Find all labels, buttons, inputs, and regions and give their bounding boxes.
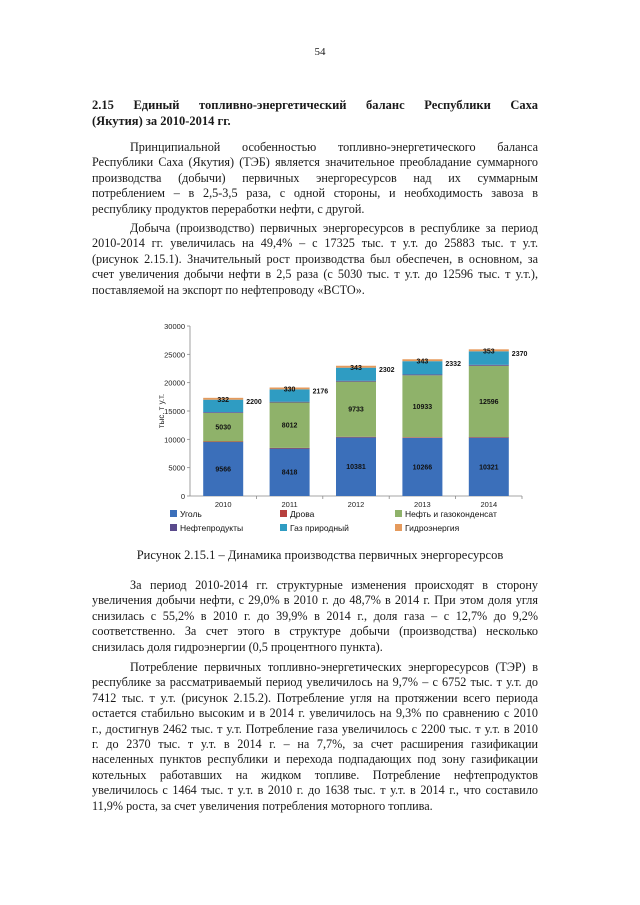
text-line: счет увеличения добычи нефти в 2,5 раза (с 5030 тыс. т у.т. до 12596 тыс. т у.т.),: [92, 267, 538, 282]
text-line: остается стабильно высоким и в 2014 г. увеличилось на 9,3% по сравнению с 2010: [92, 706, 538, 721]
section-title: [92, 97, 538, 129]
text-line: Добыча (производство) первичных энергоресурсов в республике за период: [130, 221, 538, 235]
text-line: снизилась доля гидроэнергии (0,5 процентного пункта).: [92, 639, 383, 654]
data-label: 9566: [215, 466, 231, 474]
data-label: 10266: [412, 464, 433, 472]
text-line: увеличилось с 1464 тыс. т у.т. в 2010 г. до 1638 тыс. т у.т. в 2014 г., что составило: [92, 783, 538, 798]
text-line: г., достигнув 2462 тыс. т у.т. Потребление газа увеличилось с 2200 тыс. т у.т. в 2010: [92, 721, 538, 736]
data-label: 9733: [348, 406, 364, 414]
text-line: г. до 2370 тыс. т у.т. в 2014 г. – на 7,7%, за счет расширения газификации: [92, 737, 538, 752]
paragraph-3: [92, 578, 538, 655]
data-label: 2176: [312, 388, 329, 396]
data-label: 2200: [246, 398, 262, 406]
data-label: 332: [217, 396, 230, 404]
data-label: 330: [283, 386, 296, 394]
text-line: (рисунок 2.15.1). Значительный рост производства был обеспечен, в основном, за: [92, 251, 538, 266]
legend-swatch: [280, 524, 287, 531]
section-title-line-1: 2.15 Единый топливно-энергетический баланс Республики Саха: [92, 98, 538, 112]
text-line: Республики Саха (Якутия) (ТЭБ) является значительное преобладание суммарного: [92, 155, 538, 170]
y-tick-label: 30000: [164, 322, 185, 331]
y-tick-label: 10000: [164, 435, 185, 445]
section-title-line-2: (Якутия) за 2010-2014 гг.: [92, 114, 231, 128]
legend-swatch: [170, 524, 177, 531]
text-line: 2010-2014 гг. увеличилась на 49,4% – с 17325 тыс. т у.т. до 25883 тыс. т у.т.: [92, 236, 538, 251]
data-label: 2332: [445, 360, 461, 368]
text-line: потреблением – в 2,5-3,5 раза, с одной стороны, и необходимость завоза в: [92, 186, 538, 201]
text-line: За период 2010-2014 гг. структурные изменения происходят в сторону: [130, 578, 538, 592]
data-label: 2302: [379, 367, 395, 375]
text-line: производства (добычи) первичных энергоресурсов над их суммарным: [92, 170, 538, 185]
figure-caption: Рисунок 2.15.1 – Динамика производства первичных энергоресурсов: [136, 548, 504, 562]
text-line: населенных пунктов республики и перехода подпадающих под зону газификации: [92, 752, 538, 767]
y-axis-label: тыс. т у.т.: [157, 393, 166, 429]
page-number: 54: [314, 46, 326, 58]
legend-label: Нефтепродукты: [180, 523, 244, 533]
text-line: республику продуктов переработки нефти, с другой.: [92, 201, 365, 216]
chart-svg: [150, 318, 550, 548]
y-tick-label: 20000: [164, 378, 185, 388]
legend-label: Нефть и газоконденсат: [405, 509, 497, 519]
paragraph-2: [92, 221, 538, 298]
y-tick-label: 25000: [164, 350, 185, 360]
text-line: поставляемой на экспорт по нефтепроводу «ВСТО».: [92, 282, 365, 297]
legend-label: Гидроэнергия: [405, 523, 460, 533]
data-label: 8012: [281, 422, 298, 430]
data-label: 10933: [412, 403, 433, 411]
data-label: 343: [416, 358, 429, 366]
data-label: 353: [482, 348, 495, 356]
text-line: Потребление первичных топливно-энергетических энергоресурсов (ТЭР) в: [130, 660, 538, 674]
x-tick-label: 2013: [414, 500, 431, 509]
data-label: 5030: [215, 424, 231, 432]
data-label: 2370: [511, 351, 528, 359]
text-line: Принципиальной особенностью топливно-энергетического баланса: [130, 140, 538, 154]
text-line: 7412 тыс. т у.т. (рисунок 2.15.2). Потребление угля на протяжении всего периода: [92, 690, 538, 705]
y-tick-label: 15000: [164, 407, 185, 416]
data-label: 12596: [479, 398, 499, 406]
legend-swatch: [395, 524, 402, 531]
legend-label: Дрова: [290, 509, 315, 519]
x-tick-label: 2010: [214, 500, 232, 509]
y-tick-label: 0: [180, 492, 185, 501]
paragraph-1: [92, 140, 538, 217]
data-label: 10321: [479, 464, 499, 472]
legend-swatch: [170, 510, 177, 517]
data-label: 343: [350, 364, 362, 372]
x-tick-label: 2014: [480, 500, 498, 509]
text-line: котельных работавших на жидком топливе. Потребление нефтепродуктов: [92, 767, 538, 782]
text-line: республике за рассматриваемый период увеличилось на 9,7% – с 6752 тыс. т у.т. до: [92, 675, 538, 690]
text-line: 11,9% роста, за счет увеличения потребления моторного топлива.: [92, 798, 433, 813]
data-label: 10381: [346, 464, 366, 472]
paragraph-4: [92, 660, 538, 814]
text-line: соответственно. За счет этого в структуре добычи (производства) несколько: [92, 624, 538, 639]
x-tick-label: 2011: [281, 500, 298, 509]
y-tick-label: 5000: [168, 463, 185, 473]
legend-label: Газ природный: [290, 523, 349, 533]
production-chart: [150, 318, 550, 548]
text-line: увеличения добычи нефти, с 29,0% в 2010 г. до 48,7% в 2014 г. При этом доля угля: [92, 593, 538, 608]
text-line: снизилась с 55,2% в 2010 г. до 39,9% в 2014 г., доля газа – с 12,7% до 9,2%: [92, 608, 538, 623]
x-tick-label: 2012: [347, 500, 365, 509]
data-label: 8418: [281, 469, 298, 477]
legend-label: Уголь: [180, 509, 202, 519]
legend-swatch: [280, 510, 287, 517]
legend-swatch: [395, 510, 402, 517]
